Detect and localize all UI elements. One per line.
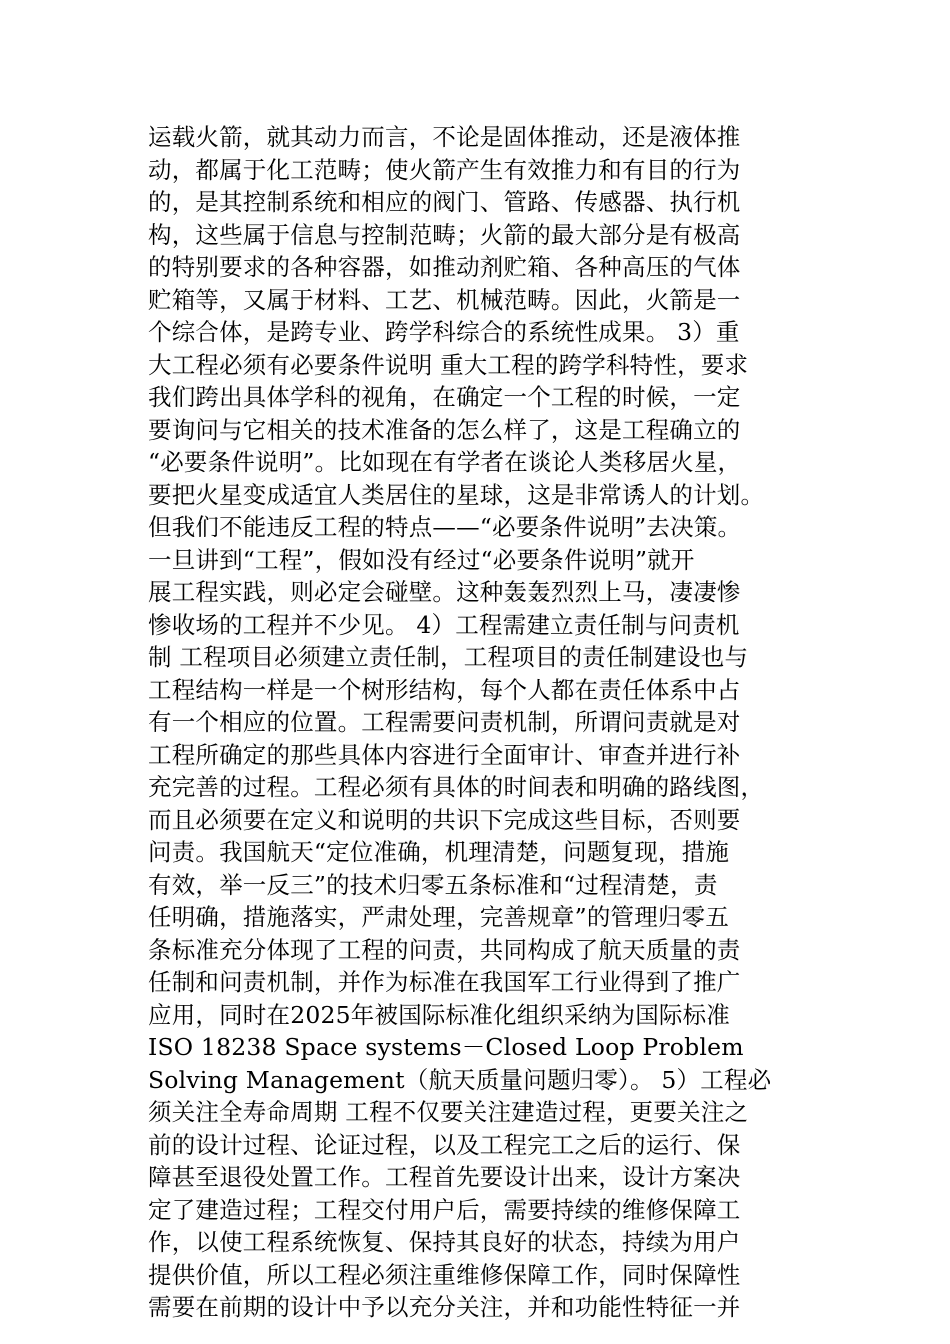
text-line: “必要条件说明”。比如现在有学者在谈论人类移居火星，	[148, 448, 742, 476]
text-line: 条标准充分体现了工程的问责，共同构成了航天质量的责	[148, 935, 741, 964]
text-line: 但我们不能违反工程的特点——“必要条件说明”去决策。	[148, 513, 742, 541]
text-line: 提供价值，所以工程必须注重维修保障工作，同时保障性	[148, 1260, 741, 1289]
text-line: 要把火星变成适宜人类居住的星球，这是非常诱人的计划。	[148, 480, 765, 509]
text-line: 制 工程项目必须建立责任制，工程项目的责任制建设也与	[148, 643, 749, 671]
text-line: 有一个相应的位置。工程需要问责机制，所谓问责就是对	[148, 708, 741, 736]
body-text	[148, 121, 808, 1324]
text-line: 工程所确定的那些具体内容进行全面审计、审查并进行补	[148, 740, 741, 769]
text-line: 应用，同时在2025年被国际标准化组织采纳为国际标准	[148, 1000, 731, 1029]
text-line: 的特别要求的各种容器，如推动剂贮箱、各种高压的气体	[148, 253, 741, 281]
text-line: 个综合体，是跨专业、跨学科综合的系统性成果。 3）重	[148, 318, 740, 346]
text-line: 障甚至退役处置工作。工程首先要设计出来，设计方案决	[148, 1163, 741, 1191]
text-line: 作，以使工程系统恢复、保持其良好的状态，持续为用户	[148, 1228, 741, 1256]
text-line: 贮箱等，又属于材料、工艺、机械范畴。因此，火箭是一	[148, 285, 741, 314]
text-line: 任制和问责机制，并作为标准在我国军工行业得到了推广	[148, 968, 741, 996]
text-line: 问责。我国航天“定位准确，机理清楚，问题复现，措施	[148, 838, 730, 866]
text-line: 须关注全寿命周期 工程不仅要关注建造过程，更要关注之	[148, 1098, 749, 1126]
text-line: 而且必须要在定义和说明的共识下完成这些目标，否则要	[148, 805, 741, 834]
text-line: 有效，举一反三”的技术归零五条标准和“过程清楚，责	[148, 870, 718, 899]
text-line: 充完善的过程。工程必须有具体的时间表和明确的路线图，	[148, 773, 765, 801]
text-line: 一旦讲到“工程”，假如没有经过“必要条件说明”就开	[148, 545, 695, 574]
text-line: 动，都属于化工范畴；使火箭产生有效推力和有目的行为	[148, 155, 741, 184]
text-line: 定了建造过程；工程交付用户后，需要持续的维修保障工	[148, 1195, 741, 1224]
text-line: 惨收场的工程并不少见。 4）工程需建立责任制与问责机	[148, 610, 740, 639]
text-line: 运载火箭，就其动力而言，不论是固体推动，还是液体推	[148, 123, 741, 151]
text-line: ISO 18238 Space systems－Closed Loop Problem	[148, 1033, 744, 1061]
text-line: 构，这些属于信息与控制范畴；火箭的最大部分是有极高	[148, 220, 741, 249]
text-line: 要询问与它相关的技术准备的怎么样了，这是工程确立的	[148, 415, 741, 444]
text-line: 工程结构一样是一个树形结构，每个人都在责任体系中占	[148, 675, 741, 704]
text-line: 展工程实践，则必定会碰壁。这种轰轰烈烈上马，凄凄惨	[148, 578, 741, 606]
text-line: 前的设计过程、论证过程，以及工程完工之后的运行、保	[148, 1130, 741, 1159]
text-line: 任明确，措施落实，严肃处理，完善规章”的管理归零五	[148, 903, 730, 931]
text-line: 大工程必须有必要条件说明 重大工程的跨学科特性，要求	[148, 350, 749, 379]
text-line: Solving Management（航天质量问题归零）。 5）工程必	[148, 1065, 772, 1094]
text-line: 的，是其控制系统和相应的阀门、管路、传感器、执行机	[148, 188, 741, 216]
text-line: 需要在前期的设计中予以充分关注，并和功能性特征一并	[148, 1293, 741, 1321]
text-line: 我们跨出具体学科的视角，在确定一个工程的时候，一定	[148, 383, 741, 411]
